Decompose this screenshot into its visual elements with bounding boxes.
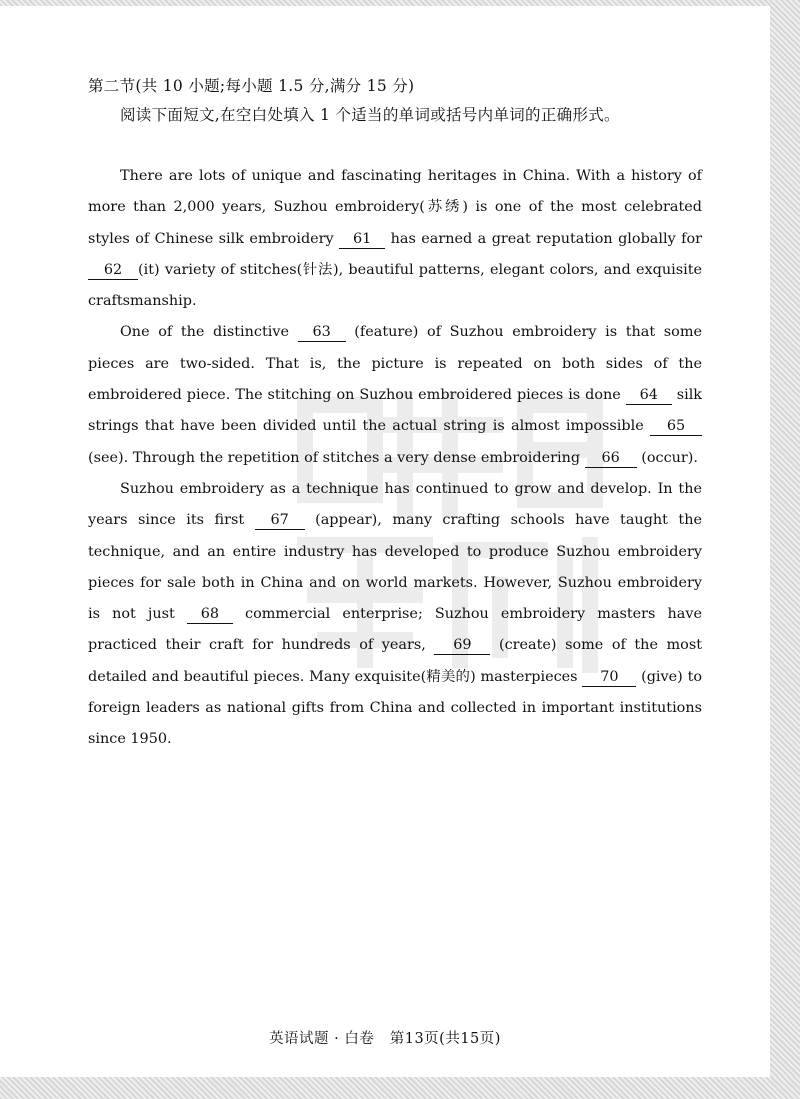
section-header: 第二节(共 10 小题;每小题 1.5 分,满分 15 分) [88, 77, 415, 95]
text-segment: commercial enterprise; Suzhou embroidery masters have practiced their craft for hundreds of years, [88, 606, 703, 654]
blank-61[interactable]: 61 [339, 230, 385, 249]
text-segment: masterpieces [480, 668, 578, 685]
text-segment: . [693, 449, 698, 466]
paragraph-1 [88, 161, 702, 317]
text-segment: to foreign leaders as national gifts from China and collected in important institutions since 1950. [88, 668, 703, 748]
instruction-text: 阅读下面短文,在空白处填入 1 个适当的单词或括号内单词的正确形式。 [120, 106, 620, 124]
text-segment: variety of stitches [164, 261, 297, 278]
hint-66: (occur) [641, 449, 694, 466]
hint-62: (it) [138, 261, 160, 278]
page-footer [0, 1027, 770, 1048]
text-segment: One of the distinctive [120, 324, 289, 341]
paragraph-2 [88, 317, 702, 473]
chinese-gloss: (针法) [296, 261, 339, 278]
blank-68[interactable]: 68 [187, 605, 233, 624]
paragraph-3 [88, 474, 702, 756]
scan-border-top [0, 0, 800, 6]
text-segment: some of the most detailed and beautiful pieces. Many exquisite [88, 637, 702, 685]
hint-65: (see) [88, 449, 124, 466]
scan-border-right [770, 0, 800, 1099]
text-segment: is one of the most celebrated styles of Chinese silk embroidery [88, 199, 702, 247]
hint-67: (appear) [315, 512, 378, 529]
text-segment: , many crafting schools have taught the technique, and an entire industry has developed to produce Suzhou embroidery pieces for sale both in China and on world markets. However, Suzhou embroidery is not just [88, 512, 702, 623]
chinese-gloss: (苏绣) [419, 199, 468, 216]
text-segment: of Suzhou embroidery is that some pieces are two-sided. That is, the picture is repeated on both sides of the embroidered piece. The stitching on Suzhou embroidered pieces is done [88, 324, 702, 404]
text-segment: There are lots of unique and fascinating heritages in China. With a history of more than 2,000 years, Suzhou embroidery [88, 168, 702, 216]
hint-69: (create) [498, 637, 557, 654]
blank-70[interactable]: 70 [582, 668, 636, 687]
chinese-gloss: (精美的) [420, 668, 476, 685]
passage [88, 161, 702, 756]
blank-66[interactable]: 66 [585, 449, 637, 468]
footer-subject: 英语试题 · 白卷 [269, 1031, 375, 1047]
hint-63: (feature) [354, 324, 419, 341]
blank-67[interactable]: 67 [255, 511, 305, 530]
blank-62[interactable]: 62 [88, 261, 138, 280]
text-segment: has earned a great reputation globally for [390, 230, 703, 247]
text-segment: . Through the repetition of stitches a very dense embroidering [123, 449, 581, 466]
blank-64[interactable]: 64 [626, 386, 672, 405]
text-segment: Suzhou embroidery as a technique has continued to grow and develop. In the years since its first [88, 480, 702, 529]
text-segment: silk strings that have been divided until the actual string is almost impossible [88, 387, 703, 435]
blank-69[interactable]: 69 [434, 636, 490, 655]
text-segment: , beautiful patterns, elegant colors, and exquisite craftsmanship. [88, 261, 702, 310]
footer-page-number: 第13页(共15页) [389, 1031, 501, 1047]
blank-63[interactable]: 63 [298, 323, 346, 342]
scan-border-bottom [0, 1077, 800, 1099]
blank-65[interactable]: 65 [650, 417, 702, 436]
hint-70: (give) [641, 668, 683, 685]
